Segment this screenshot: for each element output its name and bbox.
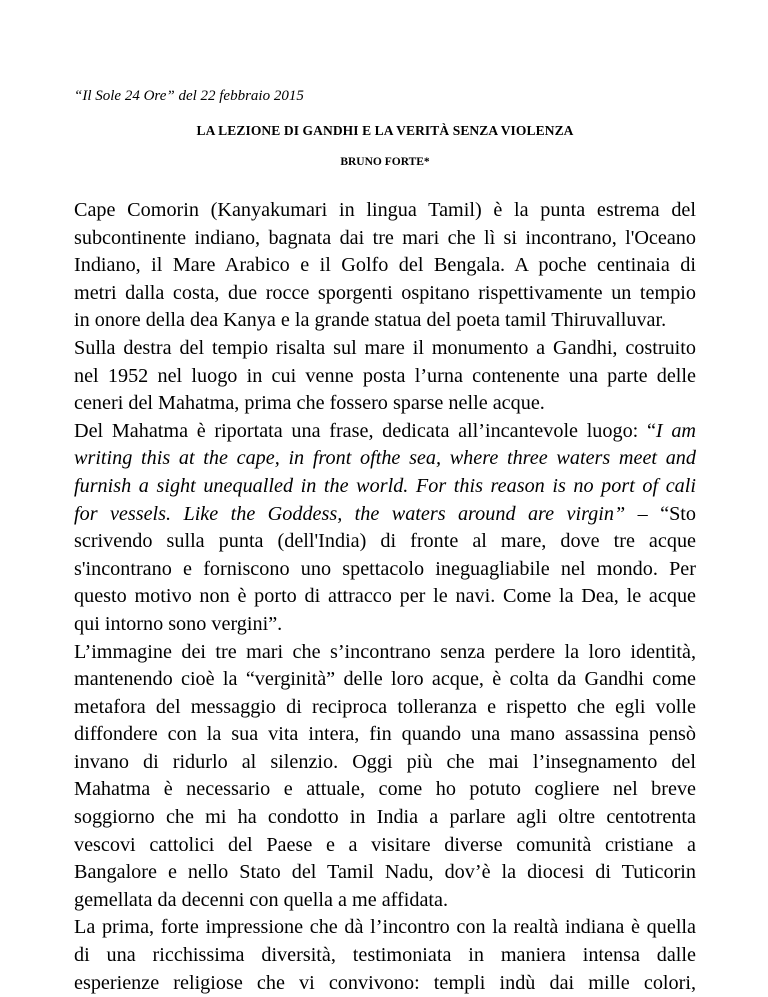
- body-line: [74, 611, 696, 639]
- body-line-text: Sulla destra del tempio risalta sul mare il monumento a Gandhi, costruito: [74, 336, 696, 359]
- body-line-text: Bangalore e nello Stato del Tamil Nadu, dov’è la diocesi di Tuticorin: [74, 861, 696, 884]
- body-line: [74, 749, 696, 777]
- article-author: BRUNO FORTE*: [340, 156, 430, 168]
- body-line: [74, 859, 696, 887]
- body-line-text: diffondere con la sua vita intera, fin quando una mano assassina pensò: [74, 723, 696, 746]
- body-line: [74, 942, 696, 970]
- body-line-quote: writing this at the cape, in front ofthe sea, where three waters meet and: [74, 447, 696, 470]
- body-line: [74, 804, 696, 832]
- body-line-text: questo motivo non è porto di attracco per le navi. Come la Dea, le acque: [74, 585, 696, 608]
- body-line-text: in onore della dea Kanya e la grande statua del poeta tamil Thiruvalluvar.: [74, 309, 667, 332]
- body-line: [74, 832, 696, 860]
- body-line: [74, 721, 696, 749]
- body-line: [74, 694, 696, 722]
- body-line-text: – “Sto: [625, 502, 697, 525]
- article-body: [74, 197, 696, 997]
- body-line-text: esperienze religiose che vi convivono: templi indù dai mille colori,: [74, 971, 696, 994]
- body-line: [74, 197, 696, 225]
- body-line-text: metri dalla costa, due rocce sporgenti ospitano rispettivamente un tempio: [74, 281, 696, 304]
- body-line-text: subcontinente indiano, bagnata dai tre mari che lì si incontrano, l'Oceano: [74, 226, 696, 249]
- body-line: [74, 280, 696, 308]
- body-line-text: nel 1952 nel luogo in cui venne posta l’urna contenente una parte delle: [74, 364, 696, 387]
- body-line: [74, 363, 696, 391]
- body-line: [74, 666, 696, 694]
- body-line-text: vescovi cattolici del Paese e a visitare diverse comunità cristiane a: [74, 833, 696, 856]
- body-line-text: La prima, forte impressione che dà l’incontro con la realtà indiana è quella: [74, 916, 696, 939]
- body-line-quote: I am: [655, 419, 696, 442]
- body-line: [74, 528, 696, 556]
- body-line-text: mantenendo cioè la “verginità” delle loro acque, è colta da Gandhi come: [74, 668, 696, 691]
- body-line: [74, 970, 696, 997]
- body-line-text: Indiano, il Mare Arabico e il Golfo del Bengala. A poche centinaia di: [74, 254, 696, 277]
- body-line-text: Del Mahatma è riportata una frase, dedicata all’incantevole luogo: “: [74, 419, 656, 442]
- body-line: [74, 418, 696, 446]
- body-line: [74, 501, 696, 529]
- body-line-text: ceneri del Mahatma, prima che fossero sparse nelle acque.: [74, 392, 545, 415]
- body-line-quote: for vessels. Like the Goddess, the waters around are virgin”: [74, 502, 626, 525]
- body-line: [74, 639, 696, 667]
- body-line-text: di una ricchissima diversità, testimoniata in maniera intensa dalle: [74, 944, 696, 967]
- body-line-text: qui intorno sono vergini”.: [74, 612, 283, 635]
- body-line-text: gemellata da decenni con quella a me affidata.: [74, 888, 449, 911]
- body-line-text: metafora del messaggio di reciproca tolleranza e rispetto che egli volle: [74, 695, 696, 718]
- body-line: [74, 225, 696, 253]
- body-line-text: Cape Comorin (Kanyakumari in lingua Tamil) è la punta estrema del: [74, 199, 696, 221]
- body-line-text: invano di ridurlo al silenzio. Oggi più che mai l’insegnamento del: [74, 750, 696, 773]
- body-line: [74, 445, 696, 473]
- body-line: [74, 556, 696, 584]
- body-line-text: soggiorno che mi ha condotto in India a parlare agli oltre centotrenta: [74, 806, 696, 829]
- body-line-quote: furnish a sight unequalled in the world. For this reason is no port of cali: [74, 474, 696, 497]
- body-line: [74, 776, 696, 804]
- body-line-text: scrivendo sulla punta (dell'India) di fronte al mare, dove tre acque: [74, 530, 696, 553]
- body-line-text: s'incontrano e forniscono uno spettacolo ineguagliabile nel mondo. Per: [74, 557, 696, 580]
- source-line: “Il Sole 24 Ore” del 22 febbraio 2015: [74, 88, 304, 104]
- body-line: [74, 335, 696, 363]
- body-line: [74, 252, 696, 280]
- body-line: [74, 390, 696, 418]
- body-line: [74, 914, 696, 942]
- body-line: [74, 473, 696, 501]
- body-line-text: L’immagine dei tre mari che s’incontrano senza perdere la loro identità,: [74, 640, 696, 663]
- article-title: LA LEZIONE DI GANDHI E LA VERITÀ SENZA VIOLENZA: [196, 123, 574, 138]
- body-line: [74, 307, 696, 335]
- body-line-text: Mahatma è necessario e attuale, come ho potuto cogliere nel breve: [74, 778, 696, 801]
- body-line: [74, 583, 696, 611]
- body-line: [74, 887, 696, 915]
